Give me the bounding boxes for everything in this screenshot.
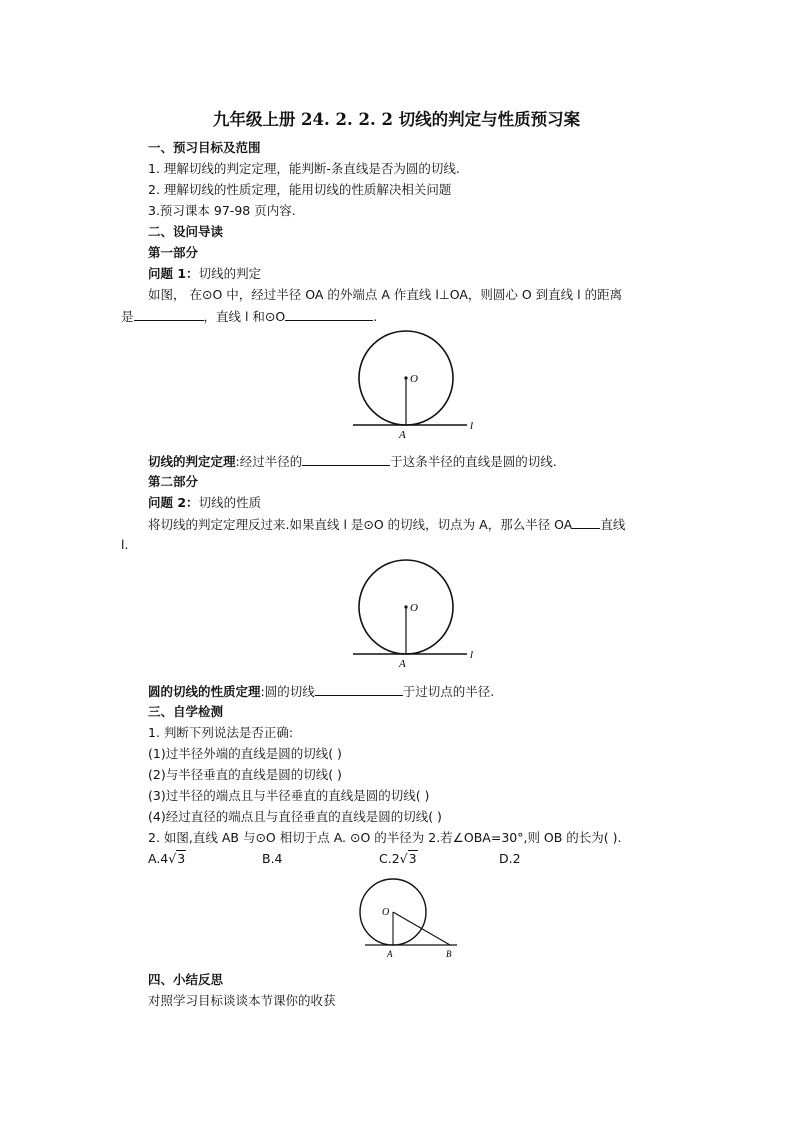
option-d: D.2 [499, 851, 521, 866]
theorem2-text-b: 于过切点的半径. [402, 684, 495, 699]
option-c-text: C.2 [379, 851, 400, 866]
section3-heading: 三、自学检测 [148, 704, 224, 719]
choice-question: 2. 如图,直线 AB 与⊙O 相切于点 A. ⊙O 的半径为 2.若∠OBA=30°,则 OB 的长为( ). [148, 830, 622, 845]
label-b: B [446, 949, 452, 959]
answer-blank-theorem1[interactable] [302, 453, 390, 466]
goal-item-2: 2. 理解切线的性质定理，能用切线的性质解决相关问题 [148, 182, 452, 197]
segment-ob [393, 912, 450, 945]
section4-heading: 四、小结反思 [148, 972, 224, 987]
answer-blank-oa[interactable] [572, 516, 600, 529]
judge-item-1: (1)过半径外端的直线是圆的切线( ) [148, 746, 342, 761]
tangent-figure-1 [345, 328, 485, 443]
theorem2-text-a: :圆的切线 [260, 684, 315, 699]
judge-item-2: (2)与半径垂直的直线是圆的切线( ) [148, 767, 342, 782]
label-o: O [410, 373, 418, 385]
theorem2-title: 圆的切线的性质定理 [148, 684, 261, 699]
label-l: l [470, 649, 474, 661]
center-point [404, 605, 407, 608]
q1-text-c: . [373, 309, 378, 324]
theorem1-text-a: :经过半径的 [235, 454, 303, 469]
part2-heading: 第二部分 [148, 474, 199, 489]
question1-body-line2 [121, 308, 377, 325]
question2-topic: 切线的性质 [198, 495, 262, 510]
tangent-property-theorem [148, 683, 494, 700]
judge-question: 1. 判断下列说法是否正确: [148, 725, 294, 740]
question2-label: 问题 2： [148, 495, 199, 510]
option-a-radicand: 3 [177, 851, 186, 866]
question1-heading [148, 266, 261, 282]
theorem1-title: 切线的判定定理 [148, 454, 236, 469]
option-c-radicand: 3 [408, 851, 417, 866]
q1-text-a: 是 [121, 309, 134, 324]
question1-topic: 切线的判定 [198, 266, 262, 281]
label-l: l [470, 420, 474, 432]
sqrt-symbol: √3 [168, 851, 186, 866]
sqrt-symbol: √3 [399, 851, 417, 866]
answer-blank-theorem2[interactable] [315, 683, 403, 696]
judge-item-3: (3)过半径的端点且与半径垂直的直线是圆的切线( ) [148, 788, 430, 803]
option-b: B.4 [262, 851, 283, 866]
option-a [148, 851, 186, 867]
label-a: A [399, 658, 406, 670]
theorem1-text-b: 于这条半径的直线是圆的切线. [390, 454, 557, 469]
tangent-figure-2 [345, 557, 485, 672]
answer-blank-relation[interactable] [285, 308, 373, 321]
answer-blank-distance[interactable] [134, 308, 204, 321]
goal-item-1: 1. 理解切线的判定定理，能判断-条直线是否为圆的切线. [148, 161, 460, 176]
label-a: A [387, 949, 393, 959]
q1-text-b: ，直线 l 和⊙O [203, 309, 286, 324]
page-title: 九年级上册 24. 2. 2. 2 切线的判定与性质预习案 [212, 110, 581, 129]
question2-body-line1 [148, 516, 625, 533]
section2-heading: 二、设问导读 [148, 224, 224, 239]
reflection-prompt: 对照学习目标谈谈本节课你的收获 [148, 993, 336, 1008]
question2-body-line2: l. [121, 537, 129, 552]
option-a-text: A.4 [148, 851, 169, 866]
label-o: O [382, 907, 390, 918]
judge-item-4: (4)经过直径的端点且与直径垂直的直线是圆的切线( ) [148, 809, 442, 824]
option-c [379, 851, 418, 867]
q2-text-a: 将切线的判定定理反过来.如果直线 l 是⊙O 的切线，切点为 A，那么半径 OA [148, 517, 573, 532]
question1-body-line1: 如图， 在⊙O 中，经过半径 OA 的外端点 A 作直线 l⊥OA，则圆心 O 到直线 l 的距离 [148, 287, 623, 302]
tangent-criterion-theorem [148, 453, 557, 470]
part1-heading: 第一部分 [148, 245, 199, 260]
label-a: A [399, 429, 406, 441]
section1-heading: 一、预习目标及范围 [148, 140, 261, 155]
question1-label: 问题 1： [148, 266, 199, 281]
label-o: O [410, 602, 418, 614]
tangent-figure-3 [355, 876, 465, 960]
goal-item-3: 3.预习课本 97-98 页内容. [148, 203, 296, 218]
center-point [404, 376, 407, 379]
question2-heading [148, 495, 261, 511]
q2-text-b: 直线 [600, 517, 626, 532]
